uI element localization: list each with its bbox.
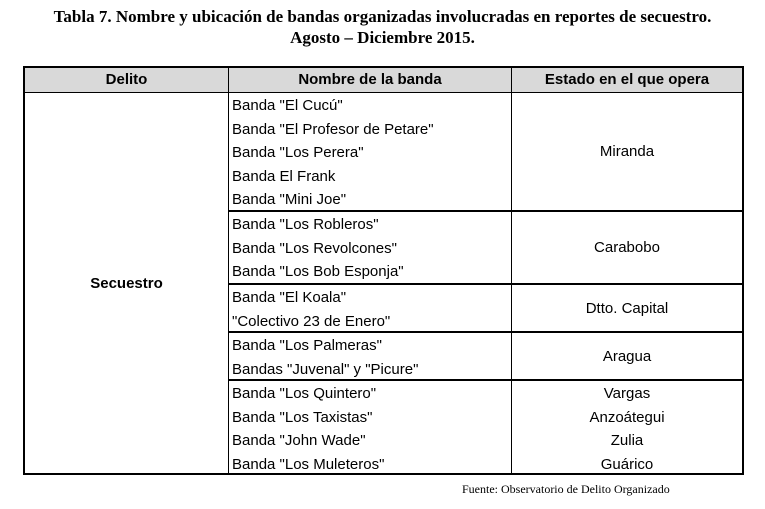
delito-value: Secuestro <box>90 274 163 292</box>
gang-name: Banda "El Cucú" <box>232 97 343 114</box>
estado-value: Vargas <box>603 385 651 402</box>
gang-name: "Colectivo 23 de Enero" <box>232 312 391 330</box>
header-delito: Delito <box>25 68 229 92</box>
gang-name: Banda "Los Muleteros" <box>232 455 385 473</box>
gang-names-cell <box>229 381 512 473</box>
table-header-row <box>25 68 742 93</box>
gang-name: Banda "Los Revolcones" <box>232 239 397 257</box>
gang-name: Banda "Los Taxistas" <box>232 408 373 426</box>
gang-name: Banda "Mini Joe" <box>232 191 347 208</box>
gang-name: Banda "Los Palmeras" <box>232 337 382 354</box>
estado-value: Zulia <box>610 432 644 449</box>
source-note: Fuente: Observatorio de Delito Organizado <box>462 482 670 496</box>
table-row-group-dtto-capital <box>229 285 742 333</box>
gang-name: Banda "Los Quintero" <box>232 385 377 402</box>
estado-list-cell <box>512 381 742 473</box>
estado-value: Anzoátegui <box>589 408 665 426</box>
gang-name: Banda "Los Bob Esponja" <box>232 263 404 280</box>
gang-names-cell <box>229 333 512 379</box>
estado-cell <box>512 93 742 210</box>
gang-name: Bandas "Juvenal" y "Picure" <box>232 360 419 378</box>
estado-cell <box>512 285 742 331</box>
table-title-line-1: Tabla 7. Nombre y ubicación de bandas organizadas involucradas en reportes de secuestro. <box>53 7 712 26</box>
gang-name: Banda "El Koala" <box>232 289 347 306</box>
table-row-group-carabobo <box>229 212 742 285</box>
estado-value: Aragua <box>602 347 652 365</box>
gang-name: Banda El Frank <box>232 167 336 185</box>
gang-names-cell <box>229 285 512 331</box>
kidnapping-gangs-table <box>23 66 744 475</box>
gang-names-cell <box>229 212 512 283</box>
header-estado: Estado en el que opera <box>544 71 710 88</box>
estado-value: Guárico <box>600 455 654 473</box>
gang-name: Banda "Los Robleros" <box>232 216 379 233</box>
estado-cell <box>512 333 742 379</box>
delito-cell <box>25 93 229 473</box>
gang-name: Banda "Los Perera" <box>232 144 364 161</box>
estado-cell <box>512 212 742 283</box>
gang-name: Banda "John Wade" <box>232 432 366 449</box>
header-nombre-banda: Nombre de la banda <box>229 68 512 92</box>
gang-names-cell <box>229 93 512 210</box>
table-title-line-2: Agosto – Diciembre 2015. <box>290 28 475 47</box>
estado-value: Dtto. Capital <box>585 299 669 317</box>
table-title <box>0 6 765 48</box>
table-row-group-miranda <box>229 93 742 212</box>
gang-name: Banda "El Profesor de Petare" <box>232 120 434 138</box>
table-row-group-multiple-states <box>229 381 742 473</box>
estado-value: Miranda <box>599 143 655 160</box>
estado-value: Carabobo <box>594 239 660 256</box>
table-row-group-aragua <box>229 333 742 381</box>
